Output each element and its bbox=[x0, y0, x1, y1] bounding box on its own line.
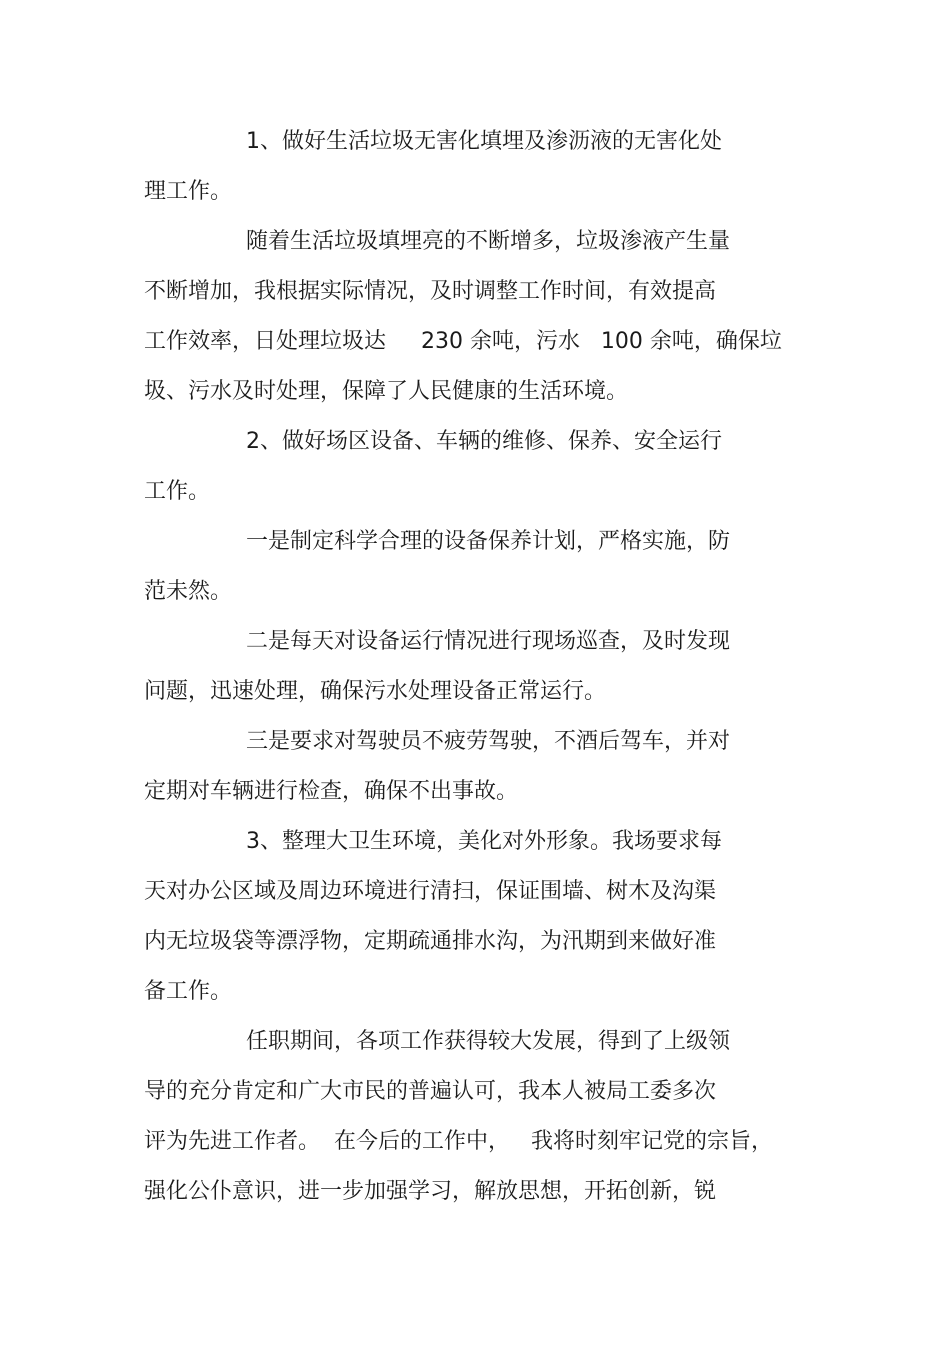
paragraph-line: 评为先进工作者。 在今后的工作中， 我将时刻牢记党的宗旨， bbox=[144, 1129, 773, 1154]
paragraph-line: 随着生活垃圾填埋亮的不断增多，垃圾渗液产生量 bbox=[246, 229, 731, 254]
paragraph-line: 2、做好场区设备、车辆的维修、保养、安全运行 bbox=[246, 429, 722, 454]
paragraph-line: 理工作。 bbox=[144, 179, 233, 204]
paragraph-line: 天对办公区域及周边环境进行清扫，保证围墙、树木及沟渠 bbox=[144, 879, 717, 904]
paragraph-line: 工作效率，日处理垃圾达 230 余吨，污水 100 余吨，确保垃 bbox=[144, 329, 782, 354]
paragraph-line: 导的充分肯定和广大市民的普遍认可，我本人被局工委多次 bbox=[144, 1079, 717, 1104]
paragraph-line: 任职期间，各项工作获得较大发展，得到了上级领 bbox=[246, 1029, 731, 1054]
paragraph-line: 强化公仆意识，进一步加强学习，解放思想，开拓创新，锐 bbox=[144, 1179, 717, 1204]
paragraph-line: 问题，迅速处理，确保污水处理设备正常运行。 bbox=[144, 679, 607, 704]
paragraph-line: 不断增加，我根据实际情况，及时调整工作时间，有效提高 bbox=[144, 279, 717, 304]
paragraph-line: 1、做好生活垃圾无害化填埋及渗沥液的无害化处 bbox=[246, 129, 722, 154]
paragraph-line: 工作。 bbox=[144, 479, 211, 504]
paragraph-line: 一是制定科学合理的设备保养计划，严格实施，防 bbox=[246, 529, 731, 554]
paragraph-line: 定期对车辆进行检查，确保不出事故。 bbox=[144, 779, 519, 804]
paragraph-line: 二是每天对设备运行情况进行现场巡查，及时发现 bbox=[246, 629, 731, 654]
paragraph-line: 三是要求对驾驶员不疲劳驾驶，不酒后驾车，并对 bbox=[246, 729, 731, 754]
paragraph-line: 范未然。 bbox=[144, 579, 233, 604]
paragraph-line: 3、整理大卫生环境，美化对外形象。我场要求每 bbox=[246, 829, 722, 854]
paragraph-line: 圾、污水及时处理，保障了人民健康的生活环境。 bbox=[144, 379, 629, 404]
paragraph-line: 备工作。 bbox=[144, 979, 233, 1004]
paragraph-line: 内无垃圾袋等漂浮物，定期疏通排水沟，为汛期到来做好准 bbox=[144, 929, 717, 954]
